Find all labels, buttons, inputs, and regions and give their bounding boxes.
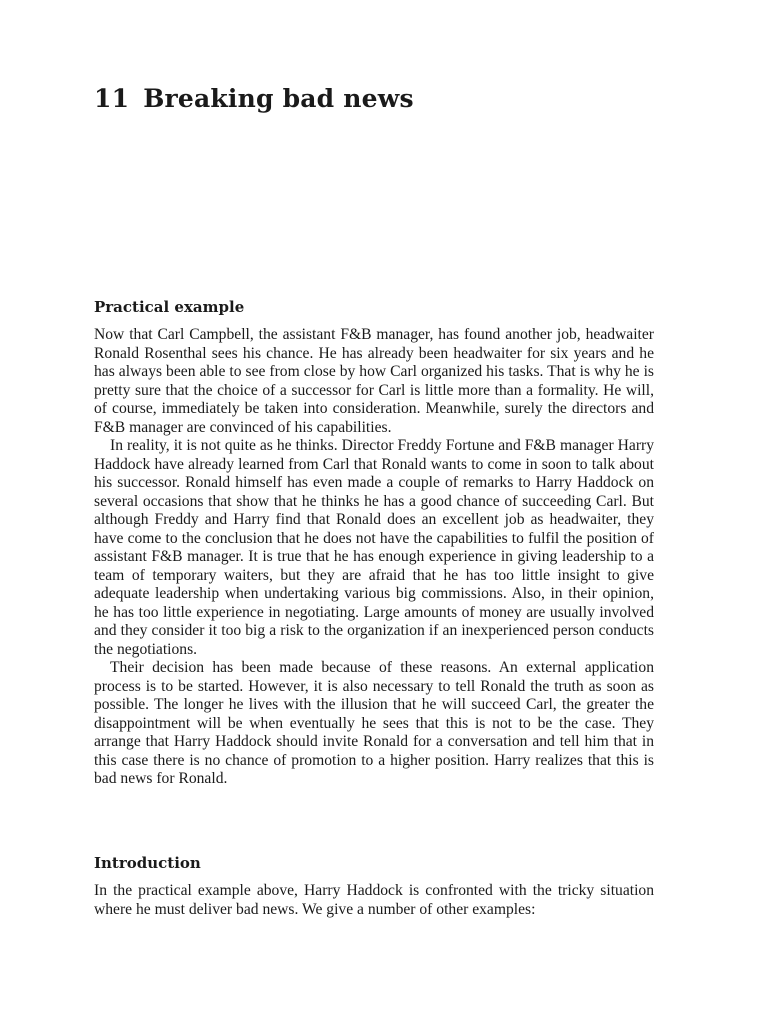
chapter-title-text: Breaking bad news: [143, 84, 414, 113]
paragraph: In the practical example above, Harry Haddock is confronted with the tricky situation where he must deliver bad news. We give a number of other examples:: [94, 882, 654, 918]
practical-example-body: [94, 326, 654, 789]
paragraph: In reality, it is not quite as he thinks. Director Freddy Fortune and F&B manager Harry Haddock have already learned from Carl that Ronald wants to come in soon to talk about his successor. Ronald himself has even made a couple of remarks to Harry Haddock on several occasions that show that he thinks he has a good chance of succeeding Carl. But although Freddy and Harry find that Ronald does an excellent job as headwaiter, they have come to the conclusion that he does not have the capabilities to fulfil the position of assistant F&B manager. It is true that he has enough experience in giving leadership to a team of temporary waiters, but they are afraid that he has too little insight to give adequate leadership when undertaking various big commissions. Also, in their opinion, he has too little experience in negotiating. Large amounts of money are usually involved and they consider it too big a risk to the organization if an inexperienced person conducts the negotiations.: [94, 437, 654, 658]
paragraph: Their decision has been made because of these reasons. An external application process is to be started. However, it is also necessary to tell Ronald the truth as soon as possible. The longer he lives with the illusion that he will succeed Carl, the greater the disappointment will be when eventually he sees that this is not to be the case. They arrange that Harry Haddock should invite Ronald for a conversation and tell him that in this case there is no chance of promotion to a higher position. Harry realizes that this is bad news for Ronald.: [94, 659, 654, 787]
section-heading-introduction: Introduction: [94, 854, 201, 872]
chapter-title: [94, 84, 414, 113]
paragraph: Now that Carl Campbell, the assistant F&B manager, has found another job, headwaiter Ronald Rosenthal sees his chance. He has already been headwaiter for six years and he has always been able to see from close by how Carl organized his tasks. That is why he is pretty sure that the choice of a successor for Carl is little more than a formality. He will, of course, immediately be taken into consideration. Meanwhile, surely the directors and F&B manager are convinced of his capabilities.: [94, 326, 654, 436]
introduction-body: [94, 882, 654, 919]
section-heading-practical-example: Practical example: [94, 298, 245, 316]
chapter-number: 11: [94, 84, 130, 113]
